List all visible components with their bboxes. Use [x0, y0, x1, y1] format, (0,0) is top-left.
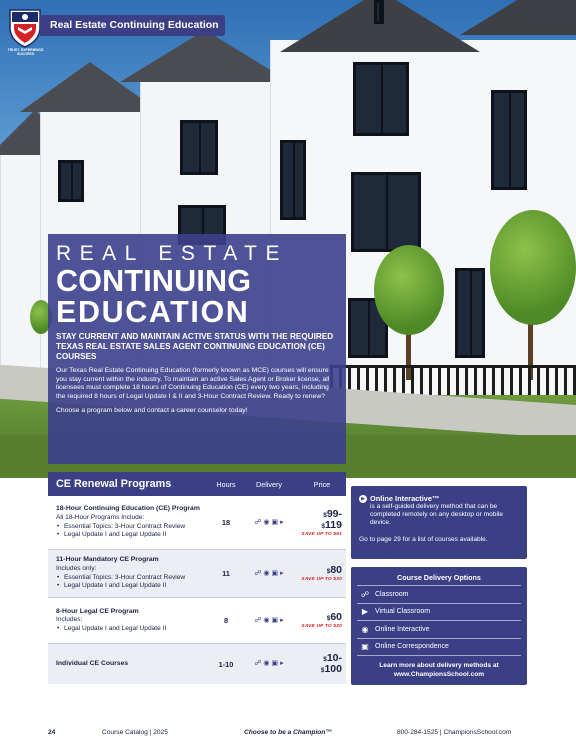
program-name: 18-Hour Continuing Education (CE) Program [56, 505, 200, 513]
catalog-label: Course Catalog | 2025 [102, 729, 168, 736]
online-interactive-title: Online Interactive™ [370, 494, 440, 503]
hours-cell: 1-10 [218, 659, 234, 669]
play-icon: ▶ [359, 495, 367, 503]
table-row [48, 496, 346, 550]
table-row [48, 644, 346, 684]
program-cell [56, 505, 212, 539]
hours-cell: 18 [221, 518, 231, 527]
price-line-1: 60 [330, 611, 342, 623]
program-desc: Includes only: [56, 564, 97, 572]
price-line-1: 99- [326, 507, 342, 520]
online-interactive-box [351, 486, 527, 559]
title-panel [48, 234, 346, 464]
savings-label: SAVE UP TO $81 [301, 531, 342, 537]
col-header-hours: Hours [216, 479, 236, 489]
window [351, 172, 421, 252]
title-line-3: EDUCATION [56, 295, 250, 329]
video-camera-icon: ▶ [361, 607, 369, 617]
program-include-item: • Legal Update I and Legal Update II [56, 625, 212, 634]
currency-symbol: $ [321, 522, 326, 530]
online-interactive-icon: ◉ [263, 518, 270, 526]
delivery-option-online-interactive [357, 620, 521, 638]
classroom-icon: ☍ [254, 660, 262, 667]
price-line-1: 10- [326, 652, 342, 664]
laptop-icon: ▣ [271, 569, 279, 577]
price-line-2: 100 [324, 663, 342, 675]
title-line-1: REAL ESTATE [56, 242, 288, 265]
laptop-icon: ▣ [271, 660, 279, 667]
panel-intro: Our Texas Real Estate Continuing Education (formerly known as MCE) courses will ensure you stay current within the industry. To maintain an active Sales Agent or Broker license, all licensees must complete 18 hours of Continuing Education (CE) every two years, including the required 8 hours of Legal Update I & II and 3-Hour Contract Review. Ready to renew? [56, 367, 330, 401]
laptop-icon: ▣ [271, 616, 279, 624]
learn-more-text: Learn more about delivery methods at www.ChampionsSchool.com [357, 655, 521, 679]
hours-cell: 8 [223, 616, 229, 625]
video-camera-icon: ▸ [280, 660, 284, 667]
window [491, 90, 527, 190]
laptop-icon: ▣ [271, 518, 279, 526]
online-interactive-desc: is a self-guided delivery method that can be completed remotely on any desktop or mobile device. [370, 503, 504, 527]
currency-symbol: $ [326, 615, 331, 622]
laptop-icon: ▣ [361, 642, 369, 652]
champions-shield-logo [8, 8, 42, 48]
online-interactive-icon: ◉ [263, 616, 270, 624]
table-row [48, 550, 346, 598]
page-number: 24 [48, 729, 56, 736]
ce-programs-table [48, 472, 346, 685]
window [280, 140, 306, 220]
play-icon: ◉ [361, 624, 369, 634]
course-delivery-options-box [351, 567, 527, 685]
delivery-icons [240, 617, 298, 625]
program-includes [56, 523, 212, 540]
col-header-price: Price [313, 479, 331, 489]
program-cell [56, 608, 212, 634]
delivery-option-label: Virtual Classroom [375, 608, 431, 616]
delivery-icons [240, 570, 298, 578]
program-cell [56, 556, 212, 590]
col-header-delivery: Delivery [256, 479, 282, 489]
classroom-icon: ☍ [254, 518, 262, 526]
program-name: 11-Hour Mandatory CE Program [56, 556, 159, 564]
panel-cta: Choose a program below and contact a career counselor today! [56, 406, 248, 414]
logo-caption: TRUST. EXPERIENCE. SUCCESS. [7, 48, 45, 57]
program-desc: Includes: [56, 616, 83, 624]
delivery-options-title: Course Delivery Options [397, 573, 481, 582]
delivery-option-virtual-classroom [357, 603, 521, 621]
online-interactive-note: Go to page 29 for a list of courses available. [359, 535, 488, 543]
savings-label: SAVE UP TO $20 [301, 624, 342, 629]
classroom-icon: ☍ [254, 569, 262, 577]
currency-symbol: $ [326, 568, 331, 575]
program-include-item: • Essential Topics: 3-Hour Contract Review [56, 574, 212, 583]
table-header [48, 472, 346, 496]
price-line-2: 119 [325, 518, 342, 531]
program-includes [56, 625, 212, 634]
delivery-option-label: Online Correspondence [375, 643, 449, 651]
program-include-item: • Legal Update I and Legal Update II [56, 582, 212, 591]
program-desc: All 18-Hour Programs Include: [56, 513, 145, 521]
program-cell [56, 660, 212, 669]
roof-middle [120, 30, 290, 82]
program-include-item: • Legal Update I and Legal Update II [56, 531, 212, 540]
title-line-2: CONTINUING [56, 264, 252, 298]
delivery-option-online-correspondence [357, 638, 521, 656]
section-title-bar: Real Estate Continuing Education [40, 15, 225, 36]
currency-symbol: $ [323, 656, 327, 663]
delivery-icons [240, 660, 298, 668]
video-camera-icon: ▸ [280, 569, 284, 577]
currency-symbol: $ [323, 511, 327, 519]
window [374, 0, 384, 24]
tree [374, 245, 444, 335]
delivery-icons [240, 519, 298, 527]
page-footer [0, 726, 576, 740]
delivery-option-label: Classroom [375, 590, 409, 598]
price-cell [298, 612, 346, 629]
tagline: Choose to be a Champion™ [244, 729, 332, 736]
price-cell [298, 653, 346, 675]
program-name: 8-Hour Legal CE Program [56, 607, 139, 615]
savings-label: SAVE UP TO $30 [301, 577, 342, 582]
program-name: Individual CE Courses [56, 659, 129, 667]
online-interactive-icon: ◉ [263, 660, 270, 667]
tree [490, 210, 576, 325]
price-cell [298, 509, 346, 537]
panel-subhead: STAY CURRENT AND MAINTAIN ACTIVE STATUS WITH THE REQUIRED TEXAS REAL ESTATE SALES AGENT CONTINUING EDUCATION (CE) COURSES [56, 332, 334, 361]
price-cell [298, 565, 346, 582]
delivery-option-label: Online Interactive [375, 625, 430, 633]
roof-far-right [460, 0, 576, 35]
table-row [48, 598, 346, 644]
window [353, 62, 409, 136]
window [58, 160, 84, 202]
classroom-icon: ☍ [254, 616, 262, 624]
window [455, 268, 485, 358]
delivery-option-classroom [357, 585, 521, 603]
classroom-icon: ☍ [360, 589, 370, 599]
program-include-item: • Essential Topics: 3-Hour Contract Review [56, 523, 212, 532]
window [180, 120, 218, 175]
video-camera-icon: ▸ [280, 616, 284, 624]
hours-cell: 11 [222, 569, 230, 578]
program-includes [56, 574, 212, 591]
contact-info: 800-284-1525 | ChampionsSchool.com [397, 729, 512, 736]
table-title: CE Renewal Programs [56, 478, 172, 490]
online-interactive-icon: ◉ [263, 569, 270, 577]
price-line-1: 80 [330, 564, 342, 576]
video-camera-icon: ▸ [280, 518, 284, 526]
currency-symbol: $ [320, 667, 325, 674]
